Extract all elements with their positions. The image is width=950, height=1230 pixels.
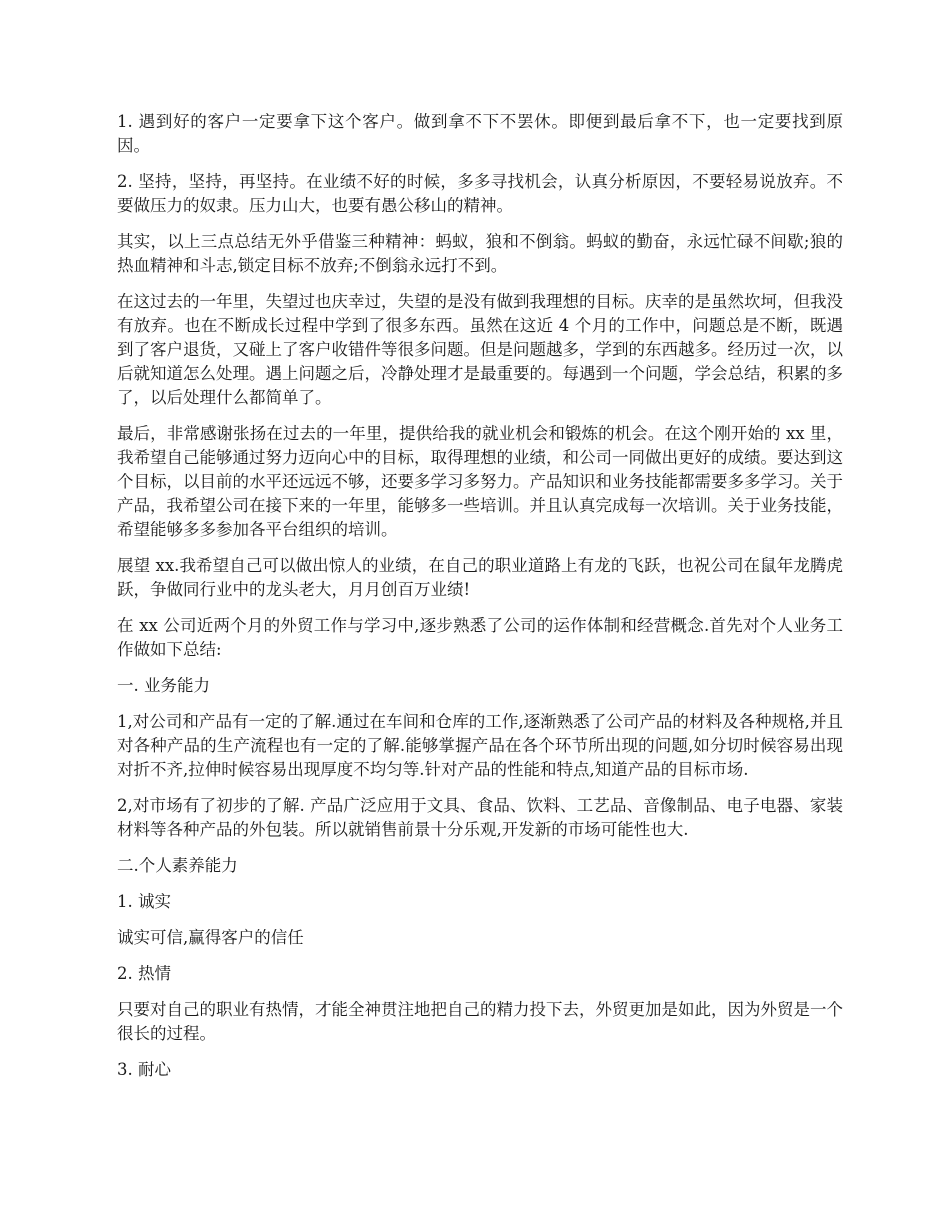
paragraph-customer-tip: 1. 遇到好的客户一定要拿下这个客户。做到拿不下不罢休。即便到最后拿不下，也一定要找到原因。 (117, 112, 843, 155)
heading-business-ability: 一. 业务能力 (117, 676, 210, 695)
document-page (117, 110, 843, 1094)
paragraph-thanks: 最后，非常感谢张扬在过去的一年里，提供给我的就业机会和锻炼的机会。在这个刚开始的 xx 里，我希望自己能够通过努力迈向心中的目标，取得理想的业绩，和公司一同做出更好的成绩。要达到这个目标，以目前的水平还远远不够，还要多学习多努力。产品知识和业务技能都需要多多学习。关于产品，我希望公司在接下来的一年里，能够多一些培训。并且认真完成每一次培训。关于业务技能，希望能够多多参加各平台组织的培训。 (117, 424, 843, 539)
paragraph-trade-intro: 在 xx 公司近两个月的外贸工作与学习中,逐步熟悉了公司的运作体制和经营概念.首先对个人业务工作做如下总结: (117, 616, 843, 659)
heading-enthusiasm: 2. 热情 (117, 964, 171, 983)
paragraph-three-spirits: 其实，以上三点总结无外乎借鉴三种精神：蚂蚁，狼和不倒翁。蚂蚁的勤奋，永远忙碌不间歇;狼的热血精神和斗志,锁定目标不放弃;不倒翁永远打不到。 (117, 232, 843, 275)
heading-honesty: 1. 诚实 (117, 892, 171, 911)
paragraph-market-knowledge: 2,对市场有了初步的了解. 产品广泛应用于文具、食品、饮料、工艺品、音像制品、电子电器、家装材料等各种产品的外包装。所以就销售前景十分乐观,开发新的市场可能性也大. (117, 796, 843, 839)
heading-personal-quality: 二.个人素养能力 (117, 856, 238, 875)
paragraph-outlook: 展望 xx.我希望自己可以做出惊人的业绩，在自己的职业道路上有龙的飞跃，也祝公司在鼠年龙腾虎跃，争做同行业中的龙头老大，月月创百万业绩! (117, 556, 843, 599)
paragraph-past-year: 在这过去的一年里，失望过也庆幸过，失望的是没有做到我理想的目标。庆幸的是虽然坎坷，但我没有放弃。也在不断成长过程中学到了很多东西。虽然在这近 4 个月的工作中，问题总是不断，既遇到了客户退货，又碰上了客户收错件等很多问题。但是问题越多，学到的东西越多。经历过一次，以后就知道怎么处理。遇上问题之后，冷静处理才是最重要的。每遇到一个问题，学会总结，积累的多了，以后处理什么都简单了。 (117, 292, 843, 407)
paragraph-persistence: 2. 坚持，坚持，再坚持。在业绩不好的时候，多多寻找机会，认真分析原因，不要轻易说放弃。不要做压力的奴隶。压力山大，也要有愚公移山的精神。 (117, 172, 843, 215)
heading-patience: 3. 耐心 (117, 1060, 171, 1079)
paragraph-enthusiasm: 只要对自己的职业有热情，才能全神贯注地把自己的精力投下去，外贸更加是如此，因为外贸是一个很长的过程。 (117, 1000, 843, 1043)
paragraph-product-knowledge: 1,对公司和产品有一定的了解.通过在车间和仓库的工作,逐渐熟悉了公司产品的材料及各种规格,并且对各种产品的生产流程也有一定的了解.能够掌握产品在各个环节所出现的问题,如分切时候容易出现对折不齐,拉伸时候容易出现厚度不均匀等.针对产品的性能和特点,知道产品的目标市场. (117, 712, 843, 779)
paragraph-honesty: 诚实可信,赢得客户的信任 (117, 928, 304, 947)
